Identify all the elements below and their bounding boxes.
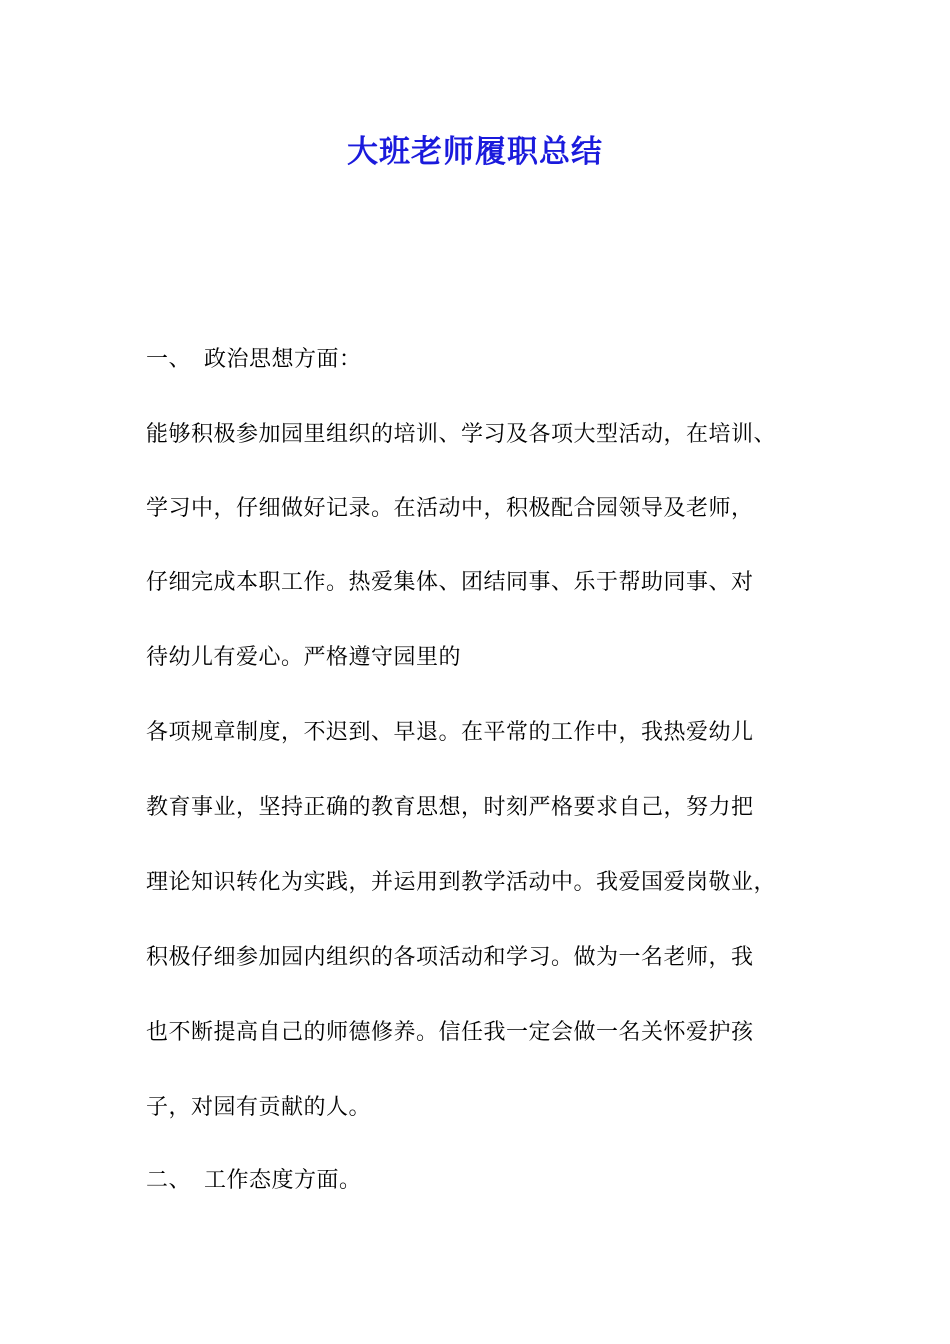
body-line-7: 理论知识转化为实践，并运用到教学活动中。我爱国爱岗敬业， [146, 870, 777, 895]
body-line-4: 待幼儿有爱心。严格遵守园里的 [146, 645, 462, 670]
body-line-2: 学习中，仔细做好记录。在活动中，积极配合园领导及老师， [146, 496, 754, 521]
section-heading-text-2: 工作态度方面。 [204, 1168, 362, 1193]
body-line-1: 能够积极参加园里组织的培训、学习及各项大型活动，在培训、 [146, 422, 777, 447]
body-line-3: 仔细完成本职工作。热爱集体、团结同事、乐于帮助同事、对 [146, 570, 754, 595]
body-line-9: 也不断提高自己的师德修养。信任我一定会做一名关怀爱护孩 [146, 1020, 754, 1045]
page-title: 大班老师履职总结 [347, 134, 603, 170]
body-line-5: 各项规章制度，不迟到、早退。在平常的工作中，我热爱幼儿 [146, 720, 754, 745]
body-line-8: 积极仔细参加园内组织的各项活动和学习。做为一名老师，我 [146, 945, 754, 970]
section-heading-1 [146, 345, 362, 375]
section-number-2: 二、 [146, 1168, 192, 1193]
section-heading-2 [146, 1166, 362, 1196]
body-line-6: 教育事业，坚持正确的教育思想，时刻严格要求自己，努力把 [146, 795, 754, 820]
section-number-1: 一、 [146, 347, 192, 372]
body-line-10: 子，对园有贡献的人。 [146, 1095, 372, 1120]
section-heading-text-1: 政治思想方面： [204, 347, 362, 372]
